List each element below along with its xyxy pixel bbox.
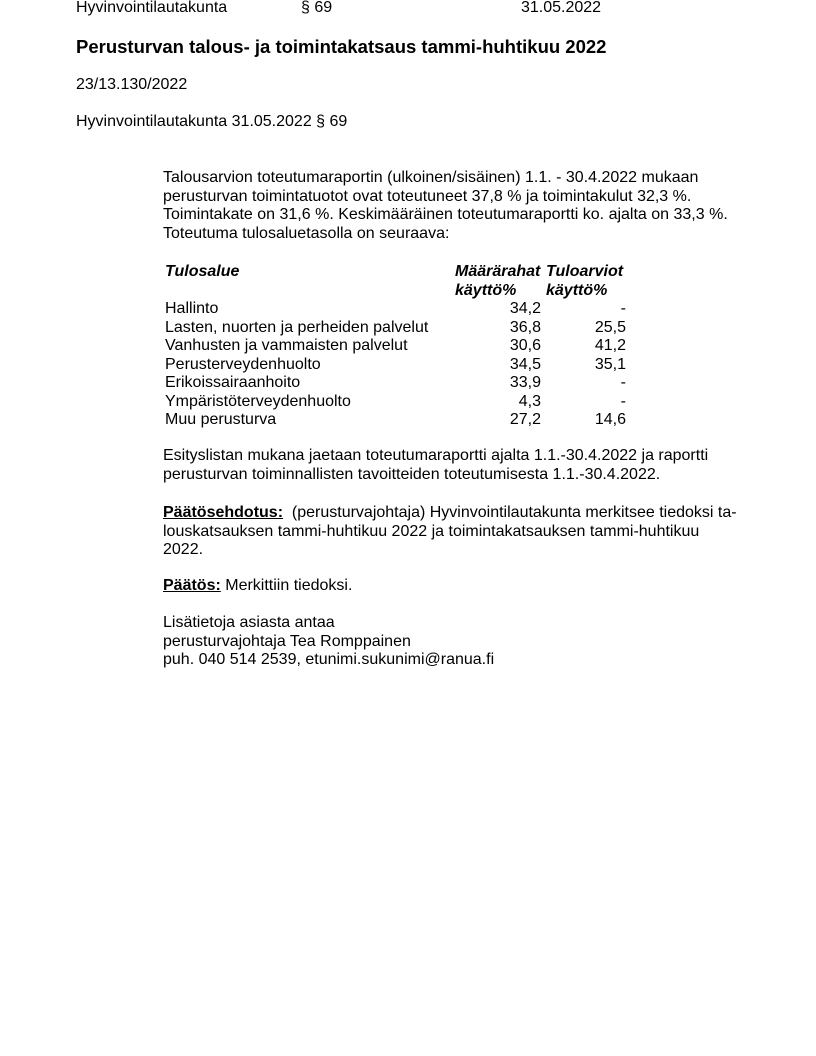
row-income-value: 35,1	[594, 355, 626, 373]
intro-line: Toteutuma tulosaluetasolla on seuraava:	[163, 224, 450, 242]
proposal-text-line2: louskatsauksen tammi-huhtikuu 2022 ja toimintakatsauksen tammi-huhtikuu	[163, 522, 700, 540]
column-header-budget	[455, 263, 540, 300]
intro-paragraph	[163, 169, 763, 243]
row-name: Erikoissairaanhoito	[165, 374, 301, 391]
row-budget-value: 30,6	[509, 337, 541, 354]
column-header-area: Tulosalue	[165, 263, 240, 280]
intro-line: perusturvan toimintatuotot ovat toteutuneet 37,8 % ja toimintakulut 32,3 %.	[163, 187, 692, 205]
column-header-budget-line1: Määrärahat	[455, 263, 541, 280]
attachment-line: perusturvan toiminnallisten tavoitteiden toteutumisesta 1.1.-30.4.2022.	[163, 465, 661, 483]
row-income-value: -	[620, 392, 626, 410]
intro-line: Talousarvion toteutumaraportin (ulkoinen/sisäinen) 1.1. - 30.4.2022 mukaan	[163, 169, 699, 186]
contact-paragraph	[163, 614, 763, 670]
decision-text: Merkittiin tiedoksi.	[220, 577, 353, 594]
row-name: Ympäristöterveydenhuolto	[165, 392, 351, 410]
row-budget-value: 4,3	[518, 392, 541, 410]
column-header-budget-line2: käyttö%	[455, 281, 517, 299]
row-budget-value: 27,2	[509, 411, 541, 428]
row-income-value: -	[620, 374, 626, 391]
row-name: Lasten, nuorten ja perheiden palvelut	[165, 318, 429, 336]
header-section: § 69	[301, 0, 333, 16]
document-title: Perusturvan talous- ja toimintakatsaus tammi-huhtikuu 2022	[76, 36, 607, 57]
intro-line: Toimintakate on 31,6 %. Keskimääräinen toteutumaraportti ko. ajalta on 33,3 %.	[163, 206, 728, 224]
proposal-paragraph	[163, 504, 763, 560]
attachment-line: Esityslistan mukana jaetaan toteutumaraportti ajalta 1.1.-30.4.2022 ja raportti	[163, 447, 709, 464]
proposal-label: Päätösehdotus:	[163, 504, 284, 521]
row-name: Perusterveydenhuolto	[165, 355, 321, 373]
proposal-text-line1: (perusturvajohtaja) Hyvinvointilautakunta merkitsee tiedoksi ta-	[283, 504, 737, 521]
row-name: Hallinto	[165, 300, 219, 317]
contact-line: perusturvajohtaja Tea Romppainen	[163, 632, 411, 650]
row-budget-value: 36,8	[509, 318, 541, 336]
row-income-value: 14,6	[594, 411, 626, 428]
decision-paragraph	[163, 577, 763, 596]
row-budget-value: 34,5	[509, 355, 541, 373]
contact-line: Lisätietoja asiasta antaa	[163, 614, 335, 631]
row-income-value: 25,5	[594, 318, 626, 336]
row-budget-value: 34,2	[509, 300, 541, 317]
proposal-text-line3: 2022.	[163, 541, 204, 559]
row-income-value: 41,2	[594, 337, 626, 354]
column-header-income	[546, 263, 623, 300]
decision-label: Päätös:	[163, 577, 221, 594]
row-name: Muu perusturva	[165, 411, 277, 428]
header-committee: Hyvinvointilautakunta	[76, 0, 228, 16]
attachment-paragraph	[163, 447, 763, 484]
column-header-income-line2: käyttö%	[546, 281, 608, 299]
meeting-reference: Hyvinvointilautakunta 31.05.2022 § 69	[76, 113, 348, 130]
reference-number: 23/13.130/2022	[76, 76, 188, 93]
contact-line: puh. 040 514 2539, etunimi.sukunimi@ranua.fi	[163, 651, 495, 669]
row-name: Vanhusten ja vammaisten palvelut	[165, 337, 408, 354]
column-header-income-line1: Tuloarviot	[546, 263, 624, 280]
row-income-value: -	[620, 300, 626, 317]
row-budget-value: 33,9	[509, 374, 541, 391]
header-date: 31.05.2022	[521, 0, 602, 16]
